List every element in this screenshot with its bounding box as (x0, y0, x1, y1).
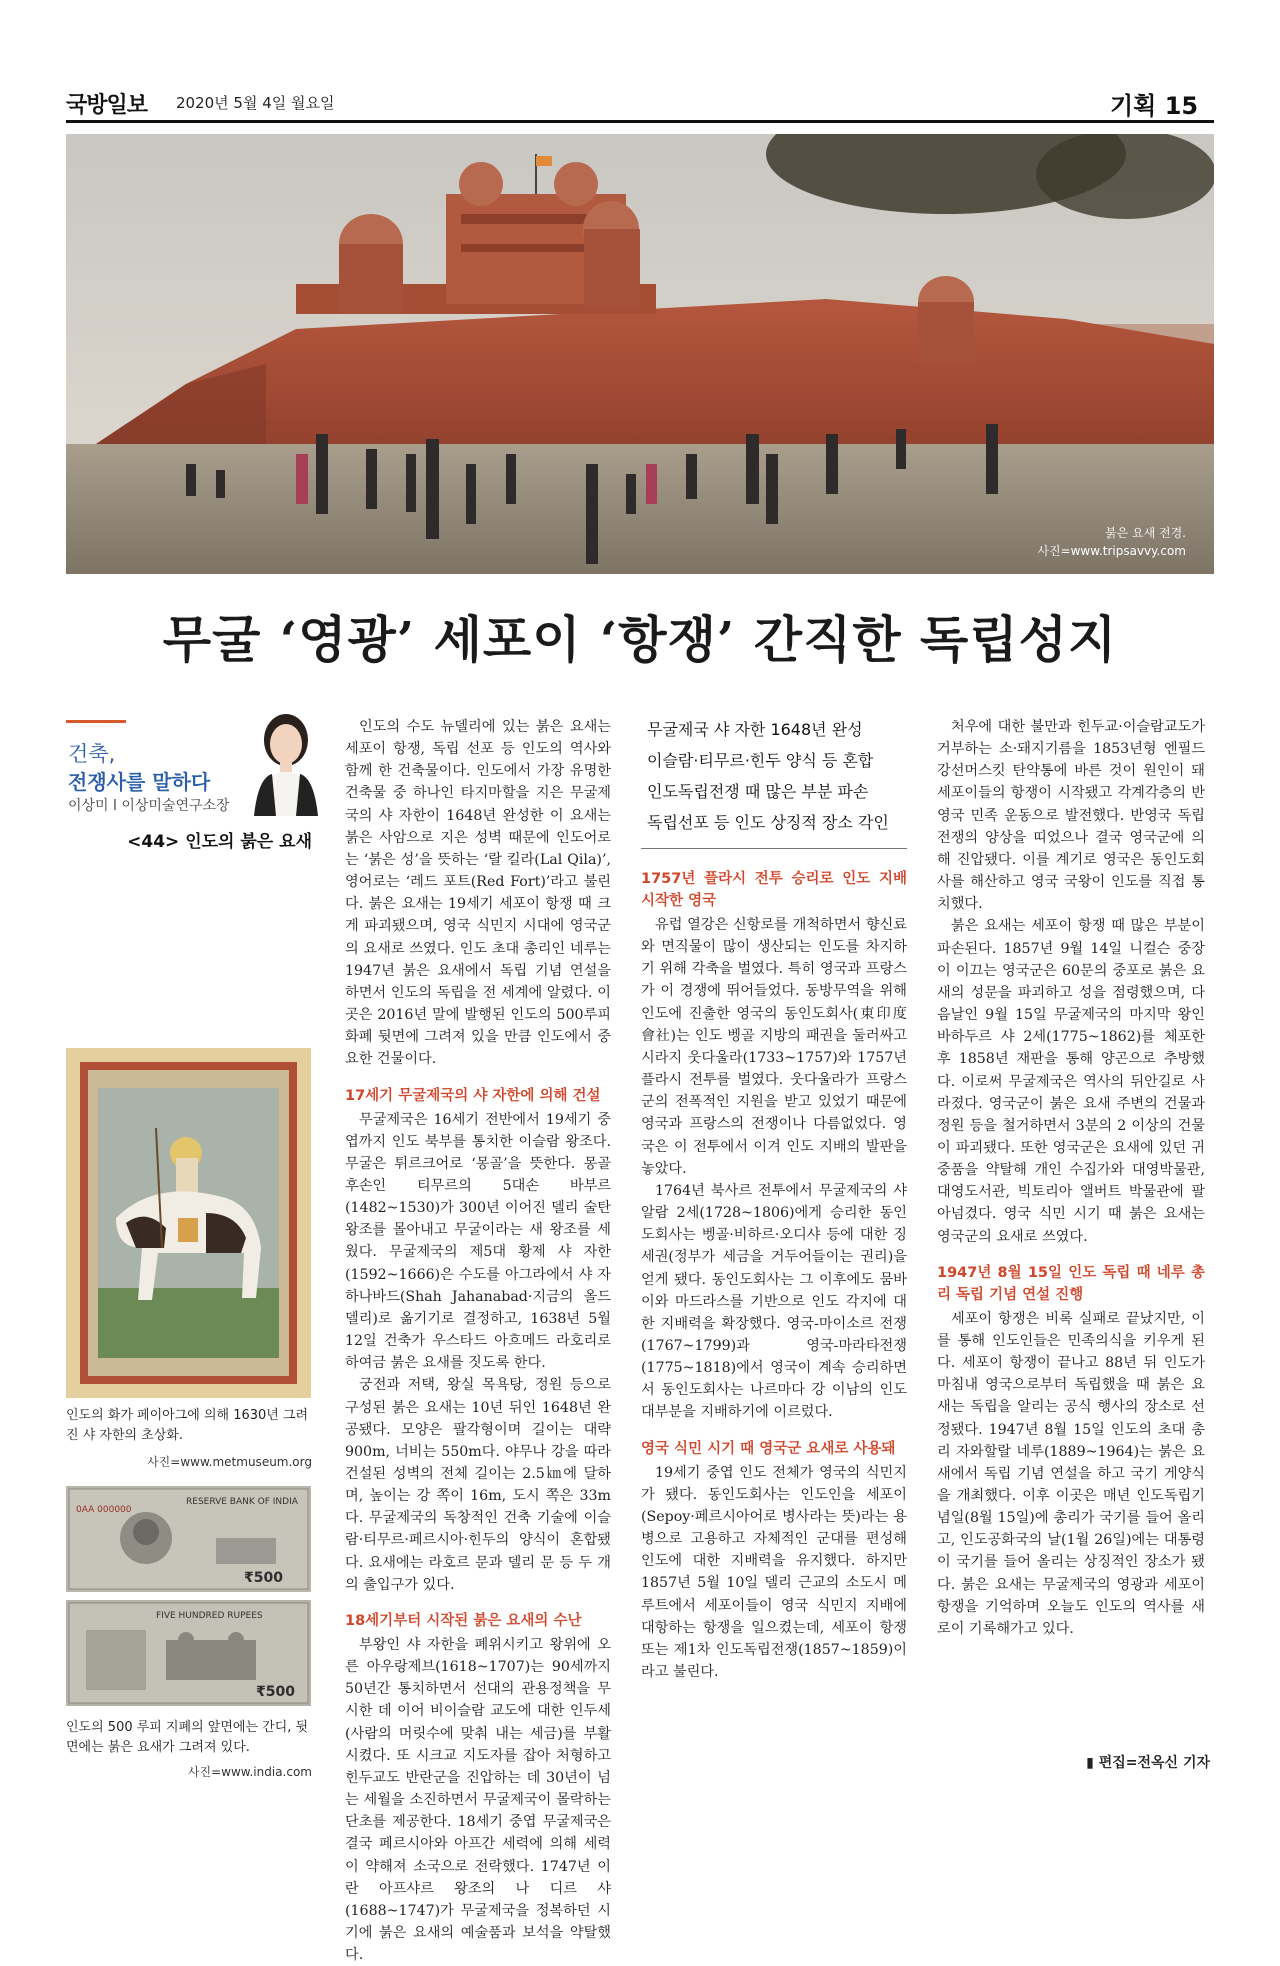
banknote-front-title: RESERVE BANK OF INDIA (186, 1497, 298, 1507)
author-portrait (250, 708, 322, 816)
article-column-3 (937, 716, 1205, 1640)
painting-source: 사진=www.metmuseum.org (147, 1455, 312, 1469)
article-column-2 (641, 868, 907, 1683)
article-paragraph: 무굴제국은 16세기 전반에서 19세기 중엽까지 인도 북부를 통치한 이슬람 왕조다. 무굴은 튀르크어로 ‘몽골’을 뜻한다. 몽골 후손인 티무르의 5대손 바부르(1482~1530)가 300년 이어진 델리 술탄 왕조를 몰아내고 무굴이라는 새 왕조를 세웠다. 무굴제국의 제5대 황제 샤 자한(1592~1666)은 수도를 아그라에서 샤 자하나바드(Shah Jahanabad·지금의 올드 델리)로 옮기기로 결정하고, 1638년 5월 12일 건축가 우스타드 아흐메드 라호리로 하여금 붉은 요새를 짓도록 한다. (345, 1111, 611, 1372)
photo-caption-text: 붉은 요새 전경. (1105, 526, 1186, 540)
article-subheading: 18세기부터 시작된 붉은 요새의 수난 (345, 1612, 582, 1629)
subheadline-3: 인도독립전쟁 때 많은 부분 파손 (647, 782, 869, 801)
article-paragraph: 부왕인 샤 자한을 폐위시키고 왕위에 오른 아우랑제브(1618~1707)는 90세까지 50년간 통치하면서 선대의 관용정책을 무시한 데 이어 비이슬람 교도에 대한 인두세(사람의 머릿수에 맞춰 내는 세금)를 부활시켰다. 또 시크교 지도자를 잡아 처형하고 힌두교도 반란군을 진압하는 데 30년이 넘는 세월을 소진하면서 무굴제국이 몰락하는 단초를 제공한다. 18세기 중엽 무굴제국은 결국 페르시아와 아프간 세력에 의해 세력이 약해져 소국으로 전락했다. 1747년 이란 아프샤르 왕조의 나 디르 샤(1688~1747)가 무굴제국을 정복하던 시기에 붉은 요새의 예술품과 보석을 약탈했다. (345, 1636, 611, 1964)
series-category: 건축, (68, 742, 116, 766)
subheadline-rule (641, 848, 907, 849)
subheadline-1: 무굴제국 샤 자한 1648년 완성 (647, 720, 863, 739)
article-paragraph: 붉은 요새는 세포이 항쟁 때 많은 부분이 파손된다. 1857년 9월 14일 니컬슨 중장이 이끄는 영국군은 60문의 중포로 붉은 요새의 성문을 파괴하고 성을 점령했으며, 다음날인 9월 15일 무굴제국의 마지막 왕인 바하두르 샤 2세(1775~1862)를 체포한 후 1858년 재판을 통해 양곤으로 추방했다. 이로써 무굴제국은 역사의 뒤안길로 사라졌다. 영국군이 붉은 요새 주변의 건물과 정원 등을 철거하면서 3분의 2 이상의 건물이 파괴됐다. 또한 영국군은 요새에 있던 귀중품을 약탈해 개인 수집가와 대영박물관, 대영도서관, 빅토리아 앨버트 박물관에 팔아넘겼다. 영국 식민 시기 때 붉은 요새는 영국군의 요새로 쓰였다. (937, 918, 1205, 1245)
article-subheading: 17세기 무굴제국의 샤 자한에 의해 건설 (345, 1087, 601, 1104)
headline: 무굴 ‘영광’ 세포이 ‘항쟁’ 간직한 독립성지 (162, 610, 1118, 669)
banknote-caption: 인도의 500 루피 지폐의 앞면에는 간디, 뒷면에는 붉은 요새가 그려져 있다. (66, 1720, 309, 1755)
banknote-front-value: ₹500 (244, 1570, 283, 1586)
article-subheading: 1947년 8월 15일 인도 독립 때 네루 총리 독립 기념 연설 진행 (937, 1264, 1205, 1303)
banknote-serial: 0AA 000000 (76, 1505, 132, 1515)
header-rule (66, 120, 1214, 123)
banknote-source: 사진=www.india.com (187, 1765, 312, 1779)
series-author: 이상미 l 이상미술연구소장 (68, 798, 230, 814)
series-episode: <44> 인도의 붉은 요새 (127, 832, 312, 852)
article-column-1 (345, 716, 611, 1966)
article-paragraph: 인도의 수도 뉴델리에 있는 붉은 요새는 세포이 항쟁, 독립 선포 등 인도의 역사와 함께 한 건축물이다. 인도에서 가장 유명한 건축물 중 하나인 타지마할을 지은 무굴제국의 샤 자한이 1648년 완성한 이 요새는 붉은 사암으로 지은 성벽 때문에 인도어로는 ‘붉은 성’을 뜻하는 ‘랄 킬라(Lal Qila)’, 영어로는 ‘레드 포트(Red Fort)’라고 불린다. 붉은 요새는 19세기 세포이 항쟁 때 크게 파괴됐으며, 영국 식민지 시대에 영국군의 요새로 쓰였다. 인도 초대 총리인 네루는 1947년 붉은 요새에서 독립 기념 연설을 하면서 인도의 독립을 전 세계에 알렸다. 이곳은 2016년 말에 발행된 인도의 500루피 화폐 뒷면에 그려져 있을 만큼 인도에서 중요한 건물이다. (345, 719, 611, 1068)
subheadline-block (641, 714, 907, 838)
shah-jahan-portrait-painting (66, 1048, 311, 1398)
photo-caption-source: 사진=www.tripsavvy.com (1037, 544, 1186, 558)
newspaper-logo: 국방일보 (66, 93, 148, 118)
series-title: 전쟁사를 말하다 (68, 770, 211, 794)
banknote-back-value: ₹500 (256, 1684, 295, 1700)
article-paragraph: 유럽 열강은 신항로를 개척하면서 향신료와 면직물이 많이 생산되는 인도를 차지하기 위해 각축을 벌였다. 특히 영국과 프랑스가 이 경쟁에 뛰어들었다. 동방무역을 위해 인도에 진출한 영국의 동인도회사(東印度會社)는 인도 벵골 지방의 패권을 둘러싸고 시라지 웃다울라(1733~1757)와 1757년 플라시 전투를 벌였다. 웃다울라가 프랑스군의 전폭적인 지원을 받고 있었기 때문에 영국과 프랑스의 전쟁이나 다름없었다. 영국은 이 전투에서 이겨 인도 지배의 발판을 놓았다. (641, 917, 907, 1177)
banknote-back-title: FIVE HUNDRED RUPEES (156, 1611, 263, 1621)
subheadline-2: 이슬람·티무르·힌두 양식 등 혼합 (647, 751, 874, 770)
banknote-back-image (66, 1600, 311, 1706)
series-rule (66, 720, 126, 723)
article-paragraph: 19세기 중엽 인도 전체가 영국의 식민지가 됐다. 동인도회사는 인도인을 세포이(Sepoy·페르시아어로 병사라는 뜻)라는 용병으로 고용하고 자체적인 군대를 편성해 인도에 대한 지배력을 유지했다. 하지만 1857년 5월 10일 델리 근교의 소도시 메루트에서 세포이들이 영국 식민지 지배에 대항하는 항쟁을 일으켰는데, 세포이 항쟁 또는 제1차 인도독립전쟁(1857~1859)이라고 불린다. (641, 1464, 907, 1680)
banknote-front-image (66, 1486, 311, 1592)
photo-caption (1037, 524, 1186, 560)
subheadline-4: 독립선포 등 인도 상징적 장소 각인 (647, 813, 889, 832)
article-subheading: 1757년 플라시 전투 승리로 인도 지배 시작한 영국 (641, 871, 907, 909)
article-paragraph: 1764년 북사르 전투에서 무굴제국의 샤 알람 2세(1728~1806)에게 승리한 동인도회사는 벵골·비하르·오디샤 등에 대한 징세권(정부가 세금을 거두어들이는 권리)을 얻게 됐다. 동인도회사는 그 이후에도 뭄바이와 마드라스를 기반으로 인도 각지에 대한 지배력을 확장했다. 영국-마이소르 전쟁(1767~1799)과 영국-마라타전쟁(1775~1818)에서 영국이 계속 승리하면서 동인도회사는 나르마다 강 이남의 인도 대부분을 지배하기에 이르렀다. (641, 1182, 907, 1421)
section-page: 기획 15 (1110, 92, 1199, 120)
painting-caption: 인도의 화가 페이아그에 의해 1630년 그려진 샤 자한의 초상화. (66, 1408, 309, 1443)
editor-byline: ▮ 편집=전옥신 기자 (1086, 1755, 1210, 1771)
red-fort-photo (66, 134, 1214, 574)
article-paragraph: 세포이 항쟁은 비록 실패로 끝났지만, 이를 통해 인도인들은 민족의식을 키우게 된다. 세포이 항쟁이 끝나고 88년 뒤 인도가 마침내 영국으로부터 독립했을 때 붉은 요새는 독립을 알리는 공식 행사의 장소로 선정됐다. 1947년 8월 15일 인도의 초대 총리 자와할랄 네루(1889~1964)는 붉은 요새에서 독립 기념 연설을 하고 국기 게양식을 개최했다. 이후 이곳은 매년 인도독립기념일(8월 15일)에 총리가 국기를 들어 올리고, 인도공화국의 날(1월 26일)에는 대통령이 국기를 들어 올리는 상징적인 장소가 됐다. 붉은 요새는 무굴제국의 영광과 세포이 항쟁을 기억하며 오늘도 인도의 역사를 새로이 기록해가고 있다. (937, 1310, 1205, 1637)
article-paragraph: 궁전과 저택, 왕실 목욕탕, 정원 등으로 구성된 붉은 요새는 10년 뒤인 1648년 완공됐다. 모양은 팔각형이며 길이는 대략 900m, 너비는 550m다. 야무나 강을 따라 건설된 성벽의 전체 길이는 2.5㎞에 달하며, 높이는 강 쪽이 16m, 도시 쪽은 33m다. 무굴제국의 독창적인 건축 기술에 이슬람·티무르·페르시아·힌두의 양식이 혼합됐다. 요새에는 라호르 문과 델리 문 등 두 개의 출입구가 있다. (345, 1377, 611, 1593)
article-paragraph: 처우에 대한 불만과 힌두교·이슬람교도가 거부하는 소·돼지기름을 1853년형 엔필드 강선머스킷 탄약통에 바른 것이 원인이 돼 세포이들의 항쟁이 시작됐고 각계각층의 반영국 민족 운동으로 발전했다. 반영국 독립전쟁의 양상을 띠었으나 결국 영국군에 의해 진압됐다. 이를 계기로 영국은 동인도회사를 해산하고 영국 국왕이 인도를 직접 통치했다. (937, 719, 1205, 913)
issue-date: 2020년 5월 4일 월요일 (176, 94, 335, 112)
article-subheading: 영국 식민 시기 때 영국군 요새로 사용돼 (641, 1440, 896, 1457)
